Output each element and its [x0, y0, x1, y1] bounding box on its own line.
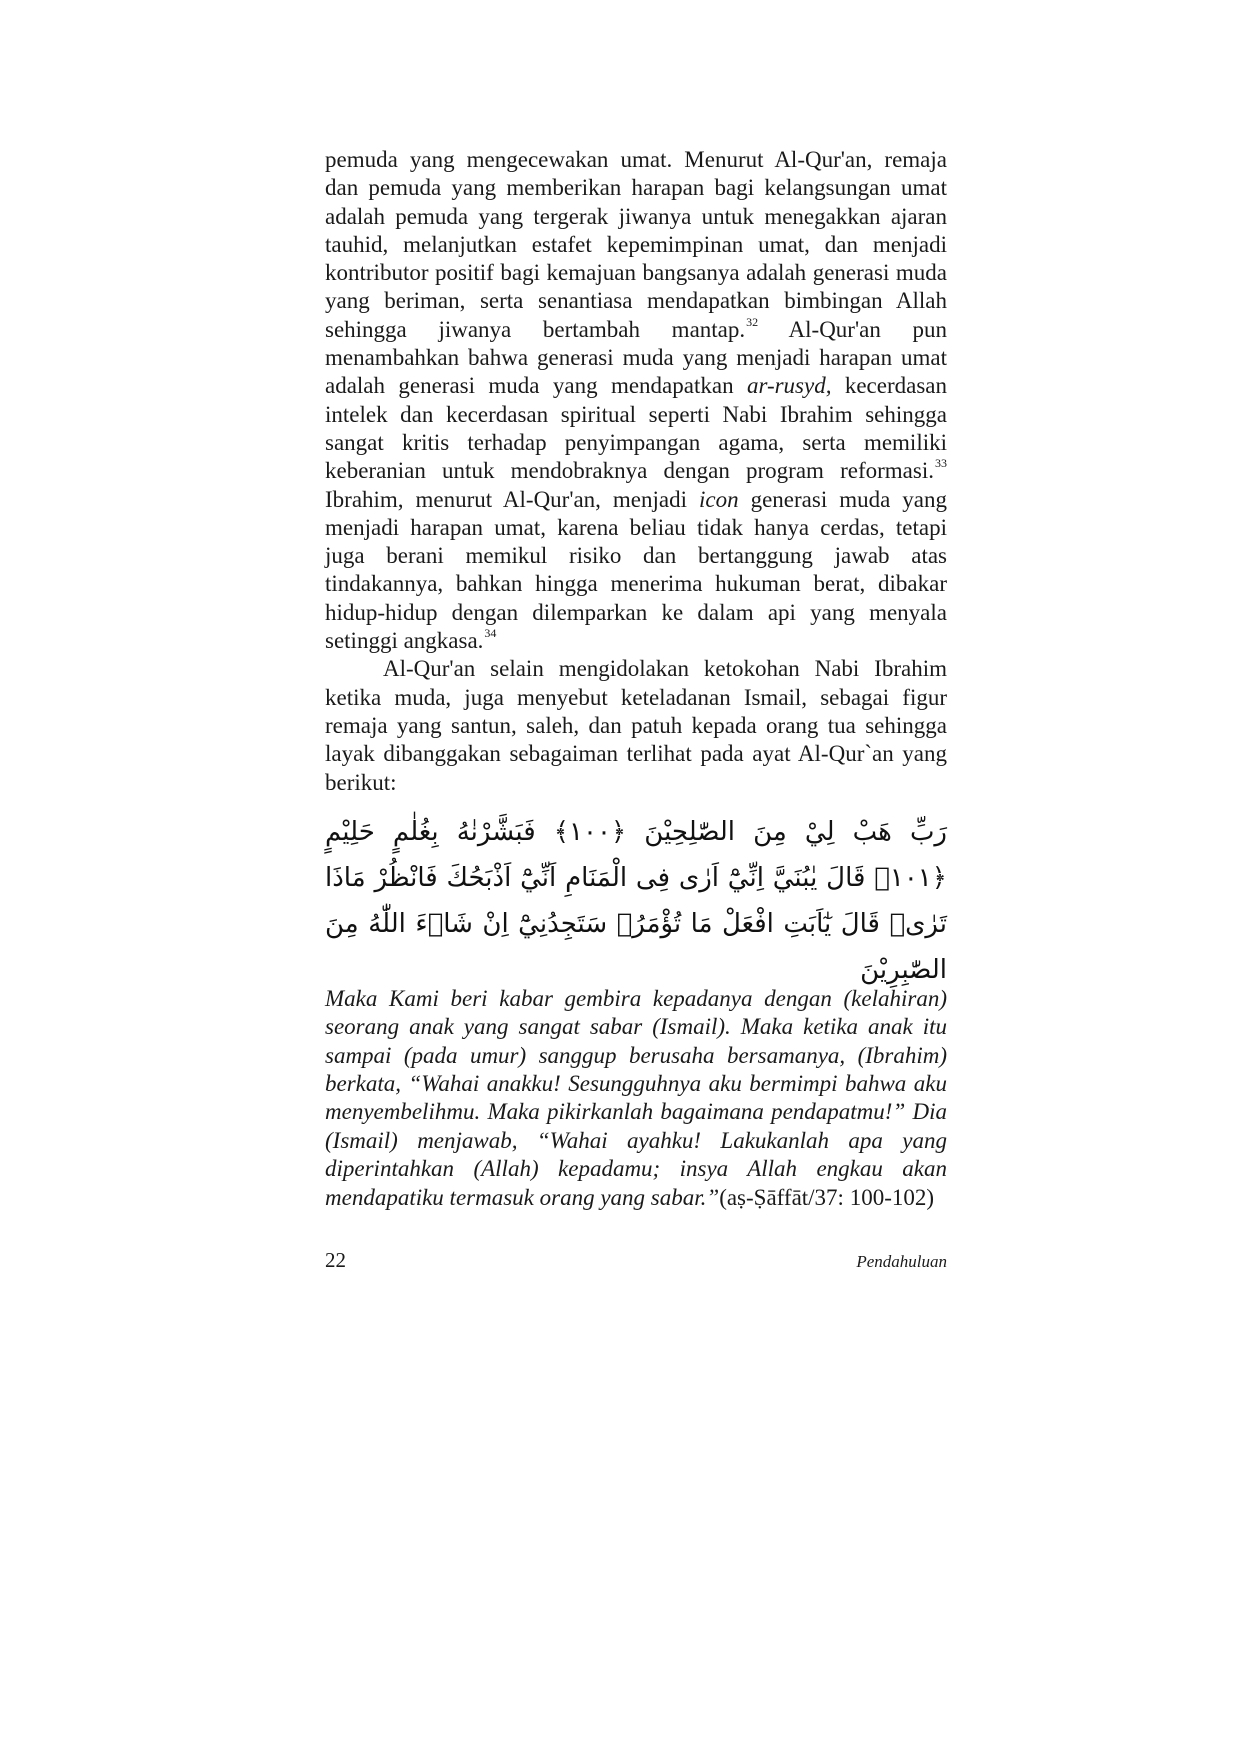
term-ar-rusyd: ar-rusyd,: [746, 373, 832, 399]
paragraph-1-part-2: Al-Qur'an pun menambahkan bahwa generasi muda yang menjadi harapan umat adalah generasi muda yang mendapatkan: [325, 316, 947, 399]
footnote-ref-34[interactable]: 34: [484, 626, 497, 641]
paragraph-2: Al-Qur'an selain mengidolakan ketokohan Nabi Ibrahim ketika muda, juga menyebut keteladanan Ismail, sebagai figur remaja yang santun, saleh, dan patuh kepada orang tua sehingga layak dibanggakan sebagaiman terlihat pada ayat Al-Qur`an yang berikut:: [325, 656, 947, 795]
paragraph-1: [325, 146, 947, 655]
paragraph-1-part-1: pemuda yang mengecewakan umat. Menurut Al-Qur'an, remaja dan pemuda yang memberikan harapan bagi kelangsungan umat adalah pemuda yang tergerak jiwanya untuk menegakkan ajaran tauhid, melanjutkan estafet kepemimpinan umat, dan menjadi kontributor positif bagi kemajuan bangsanya adalah generasi muda yang beriman, serta senantiasa mendapatkan bimbingan Allah sehingga jiwanya bertambah mantap.: [325, 147, 947, 342]
paragraph-1-part-5: generasi muda yang menjadi harapan umat, karena beliau tidak hanya cerdas, tetapi juga berani memikul risiko dan bertanggung jawab atas tindakannya, bahkan hingga menerima hukuman berat, dibakar hidup-hidup dengan dilemparkan ke dalam api yang menyala setinggi angkasa.: [325, 486, 947, 654]
quran-verses-arabic: رَبِّ هَبْ لِيْ مِنَ الصّٰلِحِيْنَ ﴿١٠٠﴾ فَبَشَّرْنٰهُ بِغُلٰمٍ حَلِيْمٍ ﴿١٠١﴾ قَالَ يٰبُنَيَّ اِنِّيْٓ اَرٰى فِى الْمَنَامِ اَنِّيْٓ اَذْبَحُكَ فَانْظُرْ مَاذَا تَرٰىۗ قَالَ يٰٓاَبَتِ افْعَلْ مَا تُؤْمَرُۖ سَتَجِدُنِيْٓ اِنْ شَاۤءَ اللّٰهُ مِنَ الصّٰبِرِيْنَ: [325, 816, 947, 985]
verse-translation: [325, 985, 947, 1212]
footnote-ref-33[interactable]: 33: [935, 456, 947, 471]
page-footer: [325, 1248, 947, 1273]
paragraph-1-part-3: kecerdasan intelek dan kecerdasan spiritual seperti Nabi Ibrahim sehingga sangat kritis terhadap penyimpangan agama, serta memiliki keberanian untuk mendobraknya dengan program reformasi.: [325, 373, 947, 484]
page-body: [325, 146, 947, 1235]
paragraph-1-part-4: Ibrahim, menurut Al-Qur'an, menjadi: [325, 486, 699, 512]
page-number: 22: [325, 1248, 346, 1272]
verse-citation: (aṣ-Ṣāffāt/37: 100-102): [719, 1184, 935, 1210]
term-icon: icon: [699, 486, 739, 512]
running-head: Pendahuluan: [856, 1252, 947, 1271]
verse-translation-text: Maka Kami beri kabar gembira kepadanya dengan (kelahiran) seorang anak yang sangat sabar (Ismail). Maka ketika anak itu sampai (pada umur) sanggup berusaha bersamanya, (Ibrahim) berkata, “Wahai anakku! Sesungguhnya aku bermimpi bahwa aku menyembelihmu. Maka pikirkanlah bagaimana pendapatmu!” Dia (Ismail) menjawab, “Wahai ayahku! Lakukanlah apa yang diperintahkan (Allah) kepadamu; insya Allah engkau akan mendapatiku termasuk orang yang sabar.”: [325, 985, 947, 1210]
footnote-ref-32[interactable]: 32: [746, 314, 759, 329]
